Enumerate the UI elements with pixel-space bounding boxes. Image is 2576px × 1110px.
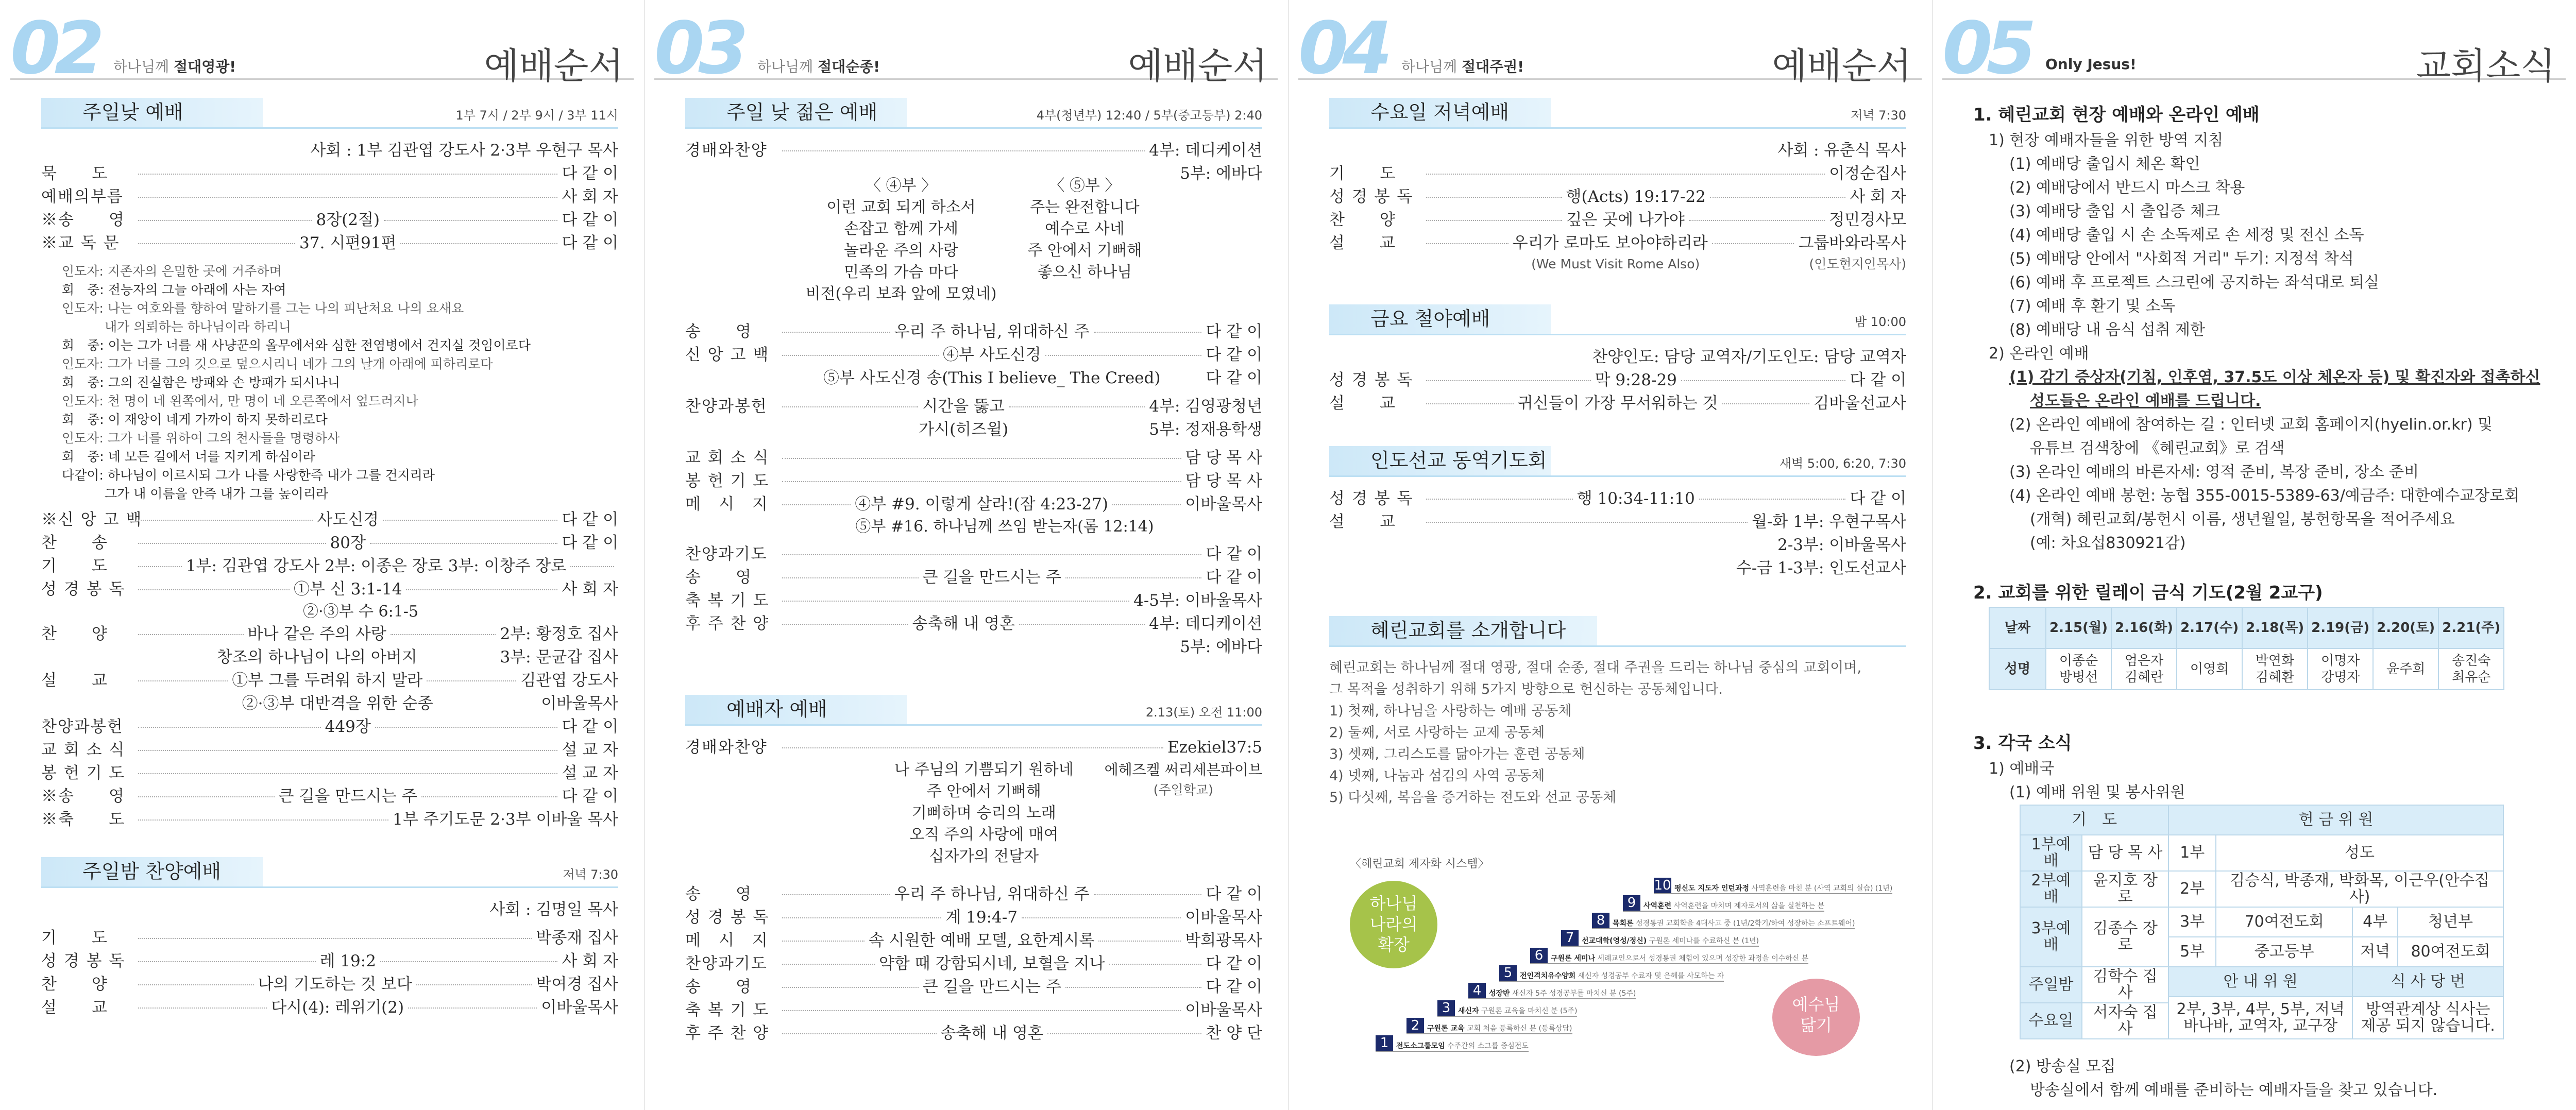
list-item: 손잡고 함께 가세 <box>844 220 958 238</box>
order-row: 찬양과기도 약함 때 강함되시네, 보혈을 지나 다 같 이 <box>685 954 1262 973</box>
page-header <box>1942 7 2566 91</box>
page-subtitle: 하나님께 절대순종! <box>757 58 880 75</box>
news-item: (개혁) 혜린교회/봉헌시 이름, 생년월일, 봉헌항목을 적어주세요 <box>2030 510 2455 528</box>
cell: 이명자 강명자 <box>2308 648 2373 690</box>
responsive-line: 인도자: 그가 너를 그의 깃으로 덮으시리니 네가 그의 날개 아래에 피하리로다 <box>62 356 493 371</box>
responsive-line: 인도자: 그가 너를 위하여 그의 천사들을 명령하사 <box>62 431 340 446</box>
order-row: 설 교 귀신들이 가장 무서워하는 것 김바울선교사 <box>1329 394 1907 413</box>
responsive-line: 인도자: 천 명이 네 왼쪽에서, 만 명이 네 오른쪽에서 엎드러지나 <box>62 394 418 408</box>
order-row: 성 경 봉 독 행 10:34-11:10 다 같 이 <box>1329 489 1906 508</box>
cell: 김승식, 박종재, 박화목, 이근우(안수집사) <box>2216 871 2503 907</box>
cell: 송진숙 최유순 <box>2438 648 2504 690</box>
diagram-step: 8 목회론 성경통권 교회학을 4대사고 중 (1년/2학기/하여 성장하는 소프트웨어) <box>1592 913 1855 929</box>
diagram-step: 10 평신도 지도자 인턴과정 사역훈련을 마친 분 (사역 교회의 실습) (1년) <box>1654 878 1893 893</box>
page-header <box>1298 7 1922 91</box>
order-row: 성 경 봉 독 막 9:28-29 다 같 이 <box>1329 371 1907 389</box>
cell: 80여전도회 <box>2398 937 2503 967</box>
order-row: 성 경 봉 독 레 19:2 사 회 자 <box>41 952 618 970</box>
sub-line: 2-3부: 이바울목사 <box>1777 536 1906 554</box>
order-row: ※신 앙 고 백 사도신경 다 같 이 <box>41 510 618 529</box>
news-heading: 2. 교회를 위한 릴레이 금식 기도(2월 2교구) <box>1973 583 2323 603</box>
news-item: 유튜브 검색창에 《혜린교회》로 검색 <box>2030 439 2285 457</box>
responsive-line: 다같이: 하나님이 이르시되 그가 나를 사랑한즉 내가 그를 건지리라 <box>62 468 435 483</box>
section-india-prayer: 인도선교 동역기도회 새벽 5:00, 6:20, 7:30 <box>1329 446 1906 477</box>
sub-line: 수-금 1-3부: 인도선교사 <box>1736 559 1906 577</box>
cell: 서자숙 집사 <box>2082 1003 2168 1039</box>
cell: 식 사 당 번 <box>2352 967 2503 997</box>
discipleship-diagram <box>1340 855 1893 1061</box>
page-subtitle: 하나님께 절대주권! <box>1401 58 1524 75</box>
news-item: 성도들은 온라인 예배를 드립니다. <box>2030 392 2261 410</box>
sub-line: ②·③부 수 6:1-5 <box>302 603 419 621</box>
order-row: 교 회 소 식 담 당 목 사 <box>685 449 1262 467</box>
order-row: 후 주 찬 양 송축해 내 영혼 찬 양 단 <box>685 1024 1262 1043</box>
order-row: 축 복 기 도 이바울목사 <box>685 1001 1262 1019</box>
list-item: 십자가의 전달자 <box>929 847 1039 865</box>
church-news <box>1973 93 2550 1102</box>
order-row: 성 경 봉 독 계 19:4-7 이바울목사 <box>685 908 1263 927</box>
order-row: 경배와찬양 4부: 데디케이션 <box>685 141 1262 160</box>
section-friday: 금요 철야예배 밤 10:00 <box>1329 304 1906 335</box>
list-item: (5) 예배당 안에서 "사회적 거리" 두기: 지정석 착석 <box>2009 250 2354 268</box>
page-number: 03 <box>654 7 742 91</box>
cell: 수요일 <box>2020 1003 2082 1039</box>
order-row: 축 복 기 도 4-5부: 이바울목사 <box>685 591 1262 610</box>
responsive-line: 회 중: 네 모든 길에서 너를 지키게 하심이라 <box>62 449 315 464</box>
page-title: 교회소식 <box>2416 45 2555 87</box>
order-row: 예배의부름 사 회 자 <box>41 187 618 206</box>
cell: 윤주희 <box>2373 648 2438 690</box>
order-row: 송 영 큰 길을 만드시는 주 다 같 이 <box>685 978 1262 996</box>
diagram-step: 3 새신자 구원론 교육을 마치신 분 (5주) <box>1437 1000 1577 1017</box>
responsive-line: 인도자: 지존자의 은밀한 곳에 거주하며 <box>62 264 282 279</box>
order-row: 찬 양 나의 기도하는 것 보다 박여경 집사 <box>41 975 619 994</box>
cell: 이영희 <box>2177 648 2242 690</box>
cell: 날짜 <box>1989 607 2046 648</box>
list-item: 주 안에서 기뻐해 <box>926 782 1041 800</box>
diagram-title: 〈혜린교회 제자화 시스템〉 <box>1350 858 1489 870</box>
list-item: 2) 둘째, 서로 사랑하는 교제 공동체 <box>1329 725 1545 741</box>
cell: 윤지호 장로 <box>2082 871 2168 907</box>
news-item: (1) 예배 위원 및 봉사위원 <box>2009 783 2185 801</box>
news-item: (예: 차요섭830921감) <box>2030 534 2186 552</box>
order-row: 경배와찬양 Ezekiel37:5 <box>685 738 1262 757</box>
cell: 2부, 3부, 4부, 5부, 저녁 바나바, 교역자, 교구장 <box>2168 997 2352 1039</box>
order-row: 설 교 월-화 1부: 우현구목사 <box>1329 513 1906 531</box>
host-line: 사회 : 1부 김관엽 강도사 2·3부 우현구 목사 <box>310 141 618 160</box>
host-line: 사회 : 김명일 목사 <box>489 900 618 919</box>
order-row: ※교 독 문 37. 시편91편 다 같 이 <box>41 234 618 252</box>
news-item: (2) 방송실 모집 <box>2009 1057 2116 1075</box>
list-item: 1) 첫째, 하나님을 사랑하는 예배 공동체 <box>1329 703 1572 719</box>
cell: 담 당 목 사 <box>2082 835 2168 871</box>
page-05 <box>1932 0 2576 1110</box>
cell: 주일밤 <box>2020 967 2082 1003</box>
cell: 저녁 <box>2352 937 2398 967</box>
order-row: 기 도 1부: 김관엽 강도사 2부: 이종은 장로 3부: 이창주 장로 <box>41 555 618 578</box>
news-sub: 2) 온라인 예배 <box>1989 345 2089 363</box>
cell: 4부 <box>2352 907 2398 937</box>
page-number: 05 <box>1942 7 2030 91</box>
list-item: 3) 셋째, 그리스도를 닮아가는 훈련 공동체 <box>1329 746 1585 762</box>
responsive-line: 내가 의뢰하는 하나님이라 하리니 <box>62 319 291 334</box>
order-row: ※축 도 1부 주기도문 2·3부 이바울 목사 <box>41 810 618 829</box>
news-sub: 1) 예배국 <box>1989 760 2055 778</box>
cell: 헌 금 위 원 <box>2168 805 2503 835</box>
order-row: 설 교 ①부 그를 두려워 하지 말라 김관엽 강도사 <box>41 671 618 690</box>
page-header <box>654 7 1278 91</box>
cell: 2.16(화) <box>2111 607 2177 648</box>
page-02 <box>0 0 644 1110</box>
page-number: 02 <box>10 7 98 91</box>
page-title: 예배순서 <box>484 45 623 87</box>
cell: 김종수 장로 <box>2082 907 2168 967</box>
order-row: 찬양과봉헌 449장 다 같 이 <box>41 718 619 736</box>
section-church-intro: 혜린교회를 소개합니다 <box>1329 616 1906 647</box>
song-list: 나 주님의 기쁨되기 원하네 주 안에서 기뻐해 기뻐하며 승리의 노래 오직 주의 사랑에 매여 십자가의 전달자 에헤즈켈 써리세븐파이브 (주일학교) <box>685 759 1262 867</box>
list-item: 이런 교회 되게 하소서 <box>826 198 976 216</box>
order-row: 묵 도 다 같 이 <box>41 164 618 183</box>
cell: 2.18(목) <box>2242 607 2308 648</box>
cell: 3부 <box>2168 907 2216 937</box>
diagram-step: 9 사역훈련 사역훈련을 마치며 제자로서의 삶을 실천하는 분 <box>1623 895 1824 912</box>
news-sub: 1) 현장 예배자들을 위한 방역 지침 <box>1989 131 2224 149</box>
order-row: 창조의 하나님이 나의 아버지 3부: 문균갑 집사 <box>216 648 618 667</box>
cell: 3부예배 <box>2020 907 2082 967</box>
list-item: (7) 예배 후 환기 및 소독 <box>2009 297 2176 315</box>
list-item: 오직 주의 사랑에 매여 <box>909 826 1059 844</box>
list-item: 4) 넷째, 나눔과 섬김의 사역 공동체 <box>1329 768 1545 784</box>
page-header <box>10 7 634 91</box>
order-row: ※송 영 큰 길을 만드시는 주 다 같 이 <box>41 787 618 806</box>
order-row: 메 시 지 ④부 #9. 이렇게 살라!(잠 4:23-27) 이바울목사 <box>685 495 1263 514</box>
jesus-circle: 예수님 닮기 <box>1772 979 1860 1056</box>
list-item: 그 목적을 성취하기 위해 5가지 방향으로 헌신하는 공동체입니다. <box>1329 681 1723 697</box>
order-row: 메 시 지 속 시원한 예배 모델, 요한계시록 박희광목사 <box>685 931 1262 950</box>
responsive-line: 인도자: 나는 여호와를 향하여 말하기를 그는 나의 피난처요 나의 요새요 <box>62 301 464 316</box>
cell: 2부 <box>2168 871 2216 907</box>
news-heading: 3. 각국 소식 <box>1973 733 2072 754</box>
order-row: ※송 영 8장(2절) 다 같 이 <box>41 211 619 229</box>
cell: 이종순 방병선 <box>2046 648 2111 690</box>
news-item: (4) 온라인 예배 봉헌: 농협 355-0015-5389-63/예금주: 대한예수교장로회 <box>2009 487 2520 505</box>
cell: 5부 <box>2168 937 2216 967</box>
news-item: (1) 감기 증상자(기침, 인후염, 37.5도 이상 체온자 등) 및 확진자와 접촉하신 <box>2009 368 2540 386</box>
list-item: (6) 예배 후 프로젝트 스크린에 공지하는 좌석대로 퇴실 <box>2009 274 2379 292</box>
news-item: (3) 온라인 예배의 바른자세: 영적 준비, 복장 준비, 장소 준비 <box>2009 463 2419 481</box>
list-item: 5) 다섯째, 복음을 증거하는 전도와 선교 공동체 <box>1329 790 1617 806</box>
worship-order <box>41 93 618 1019</box>
news-item: (2) 온라인 예배에 참여하는 길 : 인터넷 교회 홈페이지(hyelin.or.kr) 및 <box>2009 416 2493 434</box>
order-row: 설 교 다시(4): 레위기(2) 이바울목사 <box>41 998 618 1017</box>
list-item: (2) 예배당에서 반드시 마스크 착용 <box>2009 179 2245 197</box>
order-row: 찬양과기도 다 같 이 <box>685 545 1262 563</box>
list-item: (1) 예배당 출입시 체온 확인 <box>2009 155 2200 173</box>
order-row: 신 앙 고 백 ④부 사도신경 다 같 이 <box>685 346 1263 364</box>
cell: 엄은자 김혜란 <box>2111 648 2177 690</box>
page-subtitle: 하나님께 절대영광! <box>113 58 236 75</box>
order-row: 송 영 큰 길을 만드시는 주 다 같 이 <box>685 568 1262 587</box>
order-row: 찬 양 깊은 곳에 나가야 정민경사모 <box>1329 211 1907 229</box>
list-item: (3) 예배당 출입 시 출입증 체크 <box>2009 202 2220 220</box>
list-item: 비전(우리 보좌 앞에 모였네) <box>805 285 997 303</box>
section-wednesday: 수요일 저녁예배 저녁 7:30 <box>1329 98 1906 129</box>
cell: 김학수 집사 <box>2082 967 2168 1003</box>
list-item: 민족의 가슴 마다 <box>844 263 958 281</box>
diagram-step: 7 선교대학(영성/정신) 구원론 세미나를 수료하신 분 (1년) <box>1561 930 1759 947</box>
order-row: 찬양과봉헌 시간을 뚫고 4부: 김영광청년 <box>685 397 1263 416</box>
diagram-step: 4 성장반 새신자 5주 성경공부를 마치신 분 (5주) <box>1468 983 1636 999</box>
page-number: 04 <box>1298 7 1386 91</box>
order-row: 교 회 소 식 설 교 자 <box>41 741 618 759</box>
sub-line: ⑤부 #16. 하나님께 쓰임 받는자(롬 12:14) <box>855 518 1154 536</box>
cell: 1부예배 <box>2020 835 2082 871</box>
list-item: 기뻐하며 승리의 노래 <box>911 804 1056 822</box>
worship-order <box>685 93 1262 1045</box>
cell: 성명 <box>1989 648 2046 690</box>
order-row: 성 경 봉 독 ①부 신 3:1-14 사 회 자 <box>41 580 618 599</box>
order-row: 설 교 우리가 로마도 보아야하리라 그룹바와라목사 <box>1329 234 1906 252</box>
order-row: ②·③부 대반격을 위한 순종 이바울목사 <box>242 694 618 713</box>
order-row: 봉 헌 기 도 담 당 목 사 <box>685 472 1262 490</box>
cell: 청년부 <box>2398 907 2503 937</box>
diagram-step: 1 전도소그룹모임 수주간의 소그룹 중심전도 <box>1376 1035 1529 1052</box>
cell: 2.17(수) <box>2177 607 2242 648</box>
worship-order <box>1329 93 1906 809</box>
page-03 <box>644 0 1288 1110</box>
list-item: (4) 예배당 출입 시 손 소독제로 손 세정 및 전신 소독 <box>2009 226 2364 244</box>
cell: 방역관계상 식사는 제공 되지 않습니다. <box>2352 997 2503 1039</box>
responsive-line: 회 중: 이는 그가 너를 새 사냥꾼의 올무에서와 심한 전염병에서 건지실 것임이로다 <box>62 338 531 353</box>
host-line: 찬양인도: 담당 교역자/기도인도: 담당 교역자 <box>1592 348 1906 366</box>
page-title: 예배순서 <box>1128 45 1267 87</box>
order-row: 후 주 찬 양 송축해 내 영혼 4부: 데디케이션 <box>685 614 1262 633</box>
order-row: 찬 송 80장 다 같 이 <box>41 534 619 552</box>
cell: 2.15(월) <box>2046 607 2111 648</box>
cell: 안 내 위 원 <box>2168 967 2352 997</box>
order-row: 성 경 봉 독 행(Acts) 19:17-22 사 회 자 <box>1329 187 1907 206</box>
cell: 1부 <box>2168 835 2216 871</box>
cell: 기 도 <box>2020 805 2168 835</box>
news-item: 방송실에서 함께 예배를 준비하는 예배자들을 찾고 있습니다. <box>2030 1081 2438 1099</box>
cell: 중고등부 <box>2216 937 2352 967</box>
cell: 박연화 김혜환 <box>2242 648 2308 690</box>
list-item: 나 주님의 기쁨되기 원하네 <box>894 761 1074 779</box>
cell: 성도 <box>2216 835 2503 871</box>
fasting-table <box>1989 607 2504 690</box>
list-item: 혜린교회는 하나님께 절대 영광, 절대 순종, 절대 주권을 드리는 하나님 중심의 교회이며, <box>1329 660 1862 676</box>
section-young-worship: 주일 낮 젊은 예배 4부(청년부) 12:40 / 5부(중고등부) 2:40 <box>685 98 1262 129</box>
order-row: 기 도 이정순집사 <box>1329 164 1906 183</box>
page-subtitle: Only Jesus! <box>2045 56 2137 73</box>
order-row: 가시(히즈윌) 5부: 정재용학생 <box>919 420 1262 439</box>
list-item: 〈 ⑤부 〉 <box>1049 177 1121 195</box>
order-row: 송 영 우리 주 하나님, 위대하신 주 다 같 이 <box>685 885 1263 903</box>
order-row: (We Must Visit Rome Also) (인도현지인목사) <box>1531 257 1906 271</box>
order-row: 송 영 우리 주 하나님, 위대하신 주 다 같 이 <box>685 322 1263 341</box>
host-line: 사회 : 유춘식 목사 <box>1777 141 1906 160</box>
responsive-line: 회 중: 그의 진실함은 방패와 손 방패가 되시나니 <box>62 375 340 390</box>
page-title: 예배순서 <box>1772 45 1911 87</box>
responsive-line: 회 중: 전능자의 그늘 아래에 사는 자여 <box>62 282 286 297</box>
order-row: 기 도 박종재 집사 <box>41 929 618 947</box>
list-item: 주 안에서 기뻐해 <box>1027 242 1142 260</box>
section-sunday-evening: 주일밤 찬양예배 저녁 7:30 <box>41 857 618 888</box>
sub-line: 5부: 에바다 <box>1180 164 1262 183</box>
list-item: (8) 예배당 내 음식 섭취 제한 <box>2009 321 2205 339</box>
cell: 2.20(토) <box>2373 607 2438 648</box>
list-item: 주는 완전합니다 <box>1030 198 1140 216</box>
list-item: 놀라운 주의 사랑 <box>844 242 958 260</box>
kingdom-circle: 하나님 나라의 확장 <box>1350 881 1437 968</box>
order-row: 찬 양 바나 같은 주의 사랑 2부: 황정호 집사 <box>41 625 619 643</box>
section-sunday-worship: 주일낮 예배 1부 7시 / 2부 9시 / 3부 11시 <box>41 98 618 129</box>
song-list <box>685 175 1262 305</box>
responsive-line: 그가 내 이름을 안즉 내가 그를 높이리라 <box>62 486 329 501</box>
sub-line: 5부: 에바다 <box>1180 638 1262 656</box>
list-item: 예수로 사네 <box>1045 220 1125 238</box>
cell: 2.21(주) <box>2438 607 2504 648</box>
cell: 2부예배 <box>2020 871 2082 907</box>
diagram-step: 6 구원론 세미나 세례교인으로서 성경통권 체험이 있으며 성장한 과정을 이수하신 분 <box>1530 948 1808 964</box>
diagram-step: 5 전인격치유수양회 새신자 성경공부 수료자 및 은혜를 사모하는 자 <box>1499 965 1724 982</box>
list-item: 〈 ④부 〉 <box>865 177 937 195</box>
cell: 70여전도회 <box>2216 907 2352 937</box>
order-row: 봉 헌 기 도 설 교 자 <box>41 764 618 782</box>
list-item: 좋으신 하나님 <box>1037 263 1132 281</box>
section-worshipper: 예배자 예배 2.13(토) 오전 11:00 <box>685 695 1262 726</box>
duty-table <box>2020 805 2504 1039</box>
responsive-line: 회 중: 이 재앙이 네게 가까이 하지 못하리로다 <box>62 412 328 427</box>
order-row: ⑤부 사도신경 송(This I believe_ The Creed) 다 같 이 <box>823 369 1262 387</box>
diagram-step: 2 구원론 교육 교회 처음 등록하신 분 (등록상담) <box>1406 1018 1572 1034</box>
news-heading: 1. 혜린교회 현장 예배와 온라인 예배 <box>1973 105 2260 125</box>
cell: 2.19(금) <box>2308 607 2373 648</box>
